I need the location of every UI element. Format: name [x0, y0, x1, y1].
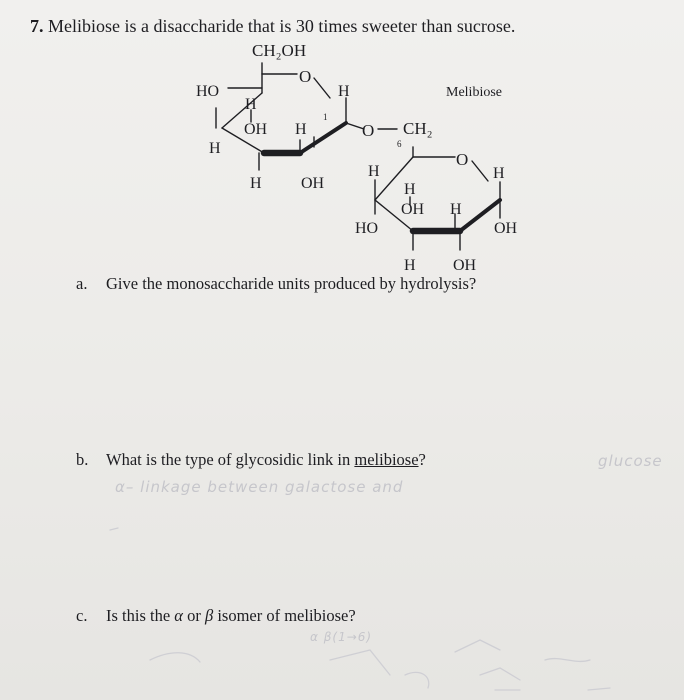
ring1-top-group: CH₂OH — [252, 41, 307, 60]
part-a-label: a. — [76, 274, 88, 293]
question-number: 7. — [30, 16, 44, 36]
question-text: Melibiose is a disaccharide that is 30 times sweeter than sucrose. — [48, 16, 516, 36]
ring2-bottom-h: H — [404, 257, 416, 274]
handwritten-answer-b-continued: glucose — [598, 452, 663, 470]
part-c-text: Is this the — [106, 606, 175, 625]
ring2-c1-h: H — [493, 165, 505, 182]
molecule-name-label: Melibiose — [446, 85, 502, 100]
beta-symbol: β — [204, 606, 214, 625]
part-b-underlined-word: melibiose — [354, 450, 419, 469]
part-b-question — [76, 450, 426, 470]
part-b-label: b. — [76, 450, 89, 469]
ring2-c3-oh: OH — [401, 201, 425, 218]
ring1-oxygen: O — [299, 67, 312, 86]
ring2-bottom-oh: OH — [453, 257, 477, 274]
ring1-bottom-oh: OH — [301, 175, 325, 192]
alpha-symbol: α — [174, 606, 183, 625]
part-c-text-mid: or — [182, 606, 205, 625]
handwritten-answer-b: α– linkage between galactose and — [115, 478, 404, 496]
anomeric-carbon-number: 1 — [323, 112, 328, 122]
part-c-question — [76, 606, 356, 626]
ring2-ch2: CH₂ — [403, 119, 433, 138]
ring1-left-h: H — [209, 140, 221, 157]
ring1-c1-h: H — [338, 83, 350, 100]
glycosidic-oxygen: O — [362, 121, 375, 140]
ring2-c5-h: H — [368, 163, 380, 180]
ring1-left-group: HO — [196, 83, 220, 100]
ring2-right-group: OH — [494, 220, 518, 237]
part-c-label: c. — [76, 606, 88, 625]
carbon-6-number: 6 — [397, 139, 402, 149]
part-b-text: What is the type of glycosidic link in — [106, 450, 355, 469]
ring1-c4-h: H — [245, 96, 257, 113]
ring1-c3-oh: OH — [244, 121, 268, 138]
part-a-text: Give the monosaccharide units produced by hydrolysis? — [106, 274, 477, 293]
ring1-bottom-h: H — [250, 175, 262, 192]
ring2-left-group: HO — [355, 220, 379, 237]
handwritten-answer-c: α β(1→6) — [310, 630, 373, 644]
part-a-question — [76, 274, 476, 294]
ring2-c2-h: H — [450, 201, 462, 218]
ring1-c2-h: H — [295, 121, 307, 138]
part-b-text-end: ? — [418, 450, 426, 469]
ring2-c4-h: H — [404, 181, 416, 198]
ring2-oxygen: O — [456, 150, 469, 169]
melibiose-structure — [0, 30, 684, 280]
part-c-text-end: isomer of melibiose? — [213, 606, 356, 625]
